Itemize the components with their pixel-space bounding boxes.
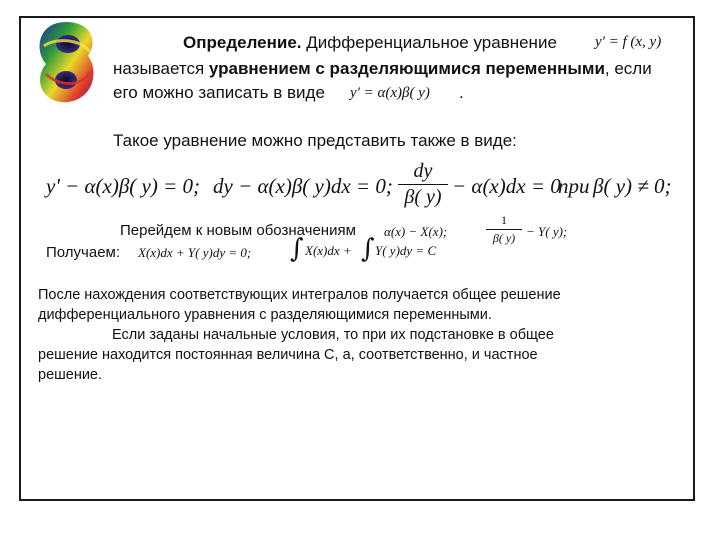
definition-line-3: его можно записать в виде bbox=[113, 83, 325, 102]
fraction-denominator: β( y) bbox=[404, 186, 442, 208]
substitution-fraction-numerator: 1 bbox=[501, 213, 507, 227]
definition-bold-term: уравнением с разделяющимися переменными bbox=[208, 59, 605, 78]
definition-period: . bbox=[459, 83, 464, 102]
result-formula-1: X(x)dx + Y( y)dy = 0; bbox=[138, 245, 252, 260]
definition-if: , если bbox=[604, 59, 652, 78]
definition-text: Дифференциальное уравнение bbox=[306, 33, 557, 52]
formula-eq1: y' − α(x)β( y) = 0; bbox=[46, 174, 200, 198]
substitution-fraction-bar bbox=[486, 229, 522, 230]
formula-eq3-rest: − α(x)dx = 0 bbox=[452, 174, 561, 198]
conclusion-line-4: решение находится постоянная величина С, а, соответственно, и частное bbox=[38, 347, 538, 363]
definition-line-2 bbox=[113, 59, 652, 79]
conclusion-paragraph bbox=[38, 285, 658, 385]
substitution-fraction-denominator: β( y) bbox=[492, 231, 516, 245]
formula-fraction-dy-beta bbox=[398, 160, 448, 209]
formula-separable-form: y' = α(x)β( y) bbox=[350, 85, 430, 101]
also-form-heading: Такое уравнение можно представить также в виде: bbox=[113, 131, 517, 150]
fraction-numerator: dy bbox=[413, 160, 433, 182]
formula-eq3-condition: β( y) ≠ 0; bbox=[593, 174, 672, 198]
conclusion-line-5: решение. bbox=[38, 367, 103, 383]
substitution-text: Перейдем к новым обозначениям bbox=[120, 222, 356, 239]
definition-term: Определение. bbox=[183, 33, 302, 52]
formula-eq2: dy − α(x)β( y)dx = 0; bbox=[213, 174, 393, 198]
conclusion-line-2: дифференциального уравнения с разделяющимися переменными. bbox=[38, 307, 492, 323]
result-label: Получаем: bbox=[46, 244, 121, 261]
integral-icon-2: ∫ bbox=[361, 234, 375, 264]
formula-general-ode: y' = f (x, y) bbox=[595, 34, 662, 50]
integral-icon-1: ∫ bbox=[290, 234, 304, 264]
torus-logo-image bbox=[30, 16, 102, 108]
conclusion-line-1: После нахождения соответствующих интегралов получается общее решение bbox=[38, 287, 561, 303]
definition-line-1 bbox=[183, 33, 557, 53]
fraction-bar bbox=[398, 184, 448, 185]
conclusion-line-3: Если заданы начальные условия, то при их подстановке в общее bbox=[112, 327, 554, 343]
substitution-fraction bbox=[486, 213, 522, 246]
result-formula-3: Y( y)dy = C bbox=[375, 243, 437, 258]
substitution-formula-1: α(x) − X(x); bbox=[384, 224, 448, 239]
definition-called: называется bbox=[113, 59, 205, 78]
result-formula-2: X(x)dx + bbox=[305, 243, 352, 258]
substitution-formula-2: − Y( y); bbox=[526, 224, 568, 239]
formula-eq3-word: при bbox=[558, 174, 590, 198]
